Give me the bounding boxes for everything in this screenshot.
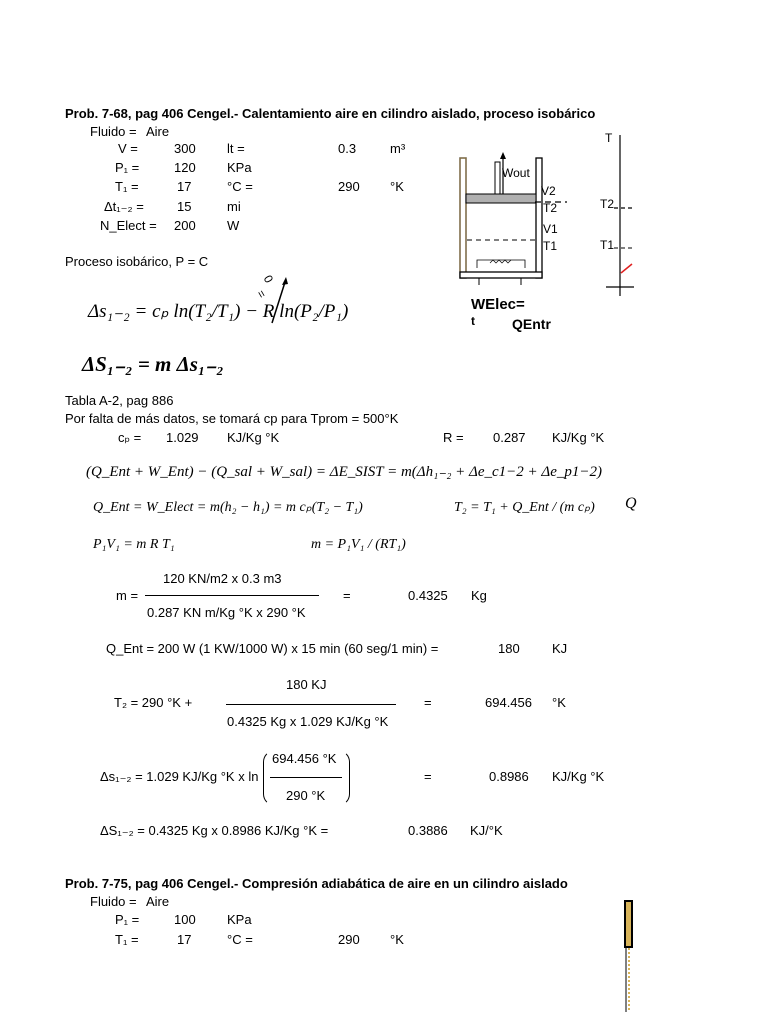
total-entropy-calculation: ΔS₁₋₂ = 0.4325 Kg x 0.8986 KJ/Kg °K = bbox=[100, 823, 329, 838]
problem2-title: Prob. 7-75, pag 406 Cengel.- Compresión adiabática de aire en un cilindro aislado bbox=[65, 876, 568, 891]
t2-denominator: 0.4325 Kg x 1.029 KJ/Kg °K bbox=[227, 714, 389, 729]
axis-t1-label: T1 bbox=[600, 238, 615, 252]
row-volume-unit: lt = bbox=[227, 141, 245, 156]
row-power-value: 200 bbox=[174, 218, 196, 233]
t2-value: 694.456 bbox=[485, 695, 532, 710]
ds-numerator: 694.456 °K bbox=[272, 751, 337, 766]
ds-denominator: 290 °K bbox=[286, 788, 326, 803]
m-denominator: 0.287 KN m/Kg °K x 290 °K bbox=[147, 605, 306, 620]
cylinder-wall-fragment bbox=[622, 898, 636, 1014]
row-time-unit: mi bbox=[227, 199, 241, 214]
row-temp-unit2: °K bbox=[390, 179, 404, 194]
eq-mark: = bbox=[253, 287, 270, 301]
problem2-temp-value2: 290 bbox=[338, 932, 360, 947]
v1-label: V1 bbox=[543, 222, 558, 236]
m-value: 0.4325 bbox=[408, 588, 448, 603]
problem2-temp-label: T₁ = bbox=[115, 932, 139, 947]
ds-fraction-bar bbox=[270, 777, 342, 778]
process-text: Proceso isobárico, P = C bbox=[65, 254, 209, 269]
problem2-temp-unit2: °K bbox=[390, 932, 404, 947]
row-power-label: N_Elect = bbox=[100, 218, 157, 233]
r-value: 0.287 bbox=[493, 430, 526, 445]
problem2-pressure-value: 100 bbox=[174, 912, 196, 927]
row-pressure-value: 120 bbox=[174, 160, 196, 175]
t-s-axis-sketch bbox=[600, 130, 640, 300]
strike-arrow-icon bbox=[270, 275, 290, 325]
row-temp-value2: 290 bbox=[338, 179, 360, 194]
t2-unit: °K bbox=[552, 695, 566, 710]
row-time-value: 15 bbox=[177, 199, 192, 214]
r-unit: KJ/Kg °K bbox=[552, 430, 605, 445]
m-label: m = bbox=[116, 588, 139, 603]
problem2-temp-value: 17 bbox=[177, 932, 192, 947]
m-unit: Kg bbox=[471, 588, 487, 603]
t2-equals: = bbox=[424, 695, 432, 710]
r-label: R = bbox=[443, 430, 464, 445]
t2-diagram-label: T2 bbox=[543, 201, 558, 215]
v2-label: V2 bbox=[541, 184, 556, 198]
row-pressure-unit: KPa bbox=[227, 160, 252, 175]
q-cut-equation: Q bbox=[625, 495, 637, 512]
problem2-pressure-unit: KPa bbox=[227, 912, 252, 927]
axis-t2-label: T2 bbox=[600, 197, 615, 211]
t2-numerator: 180 KJ bbox=[286, 677, 327, 692]
t2-fraction-bar bbox=[226, 704, 396, 705]
row-volume-value: 300 bbox=[174, 141, 196, 156]
table-reference: Tabla A-2, pag 886 bbox=[65, 393, 174, 408]
row-time-label: Δt₁₋₂ = bbox=[104, 199, 144, 214]
ds-unit: KJ/Kg °K bbox=[552, 769, 605, 784]
m-fraction-bar bbox=[145, 595, 319, 596]
w-elec-t-label: t bbox=[471, 314, 475, 328]
fluido-label: Fluido = bbox=[90, 124, 137, 139]
ds-value: 0.8986 bbox=[489, 769, 529, 784]
t1-diagram-label: T1 bbox=[543, 239, 558, 253]
w-out-label: Wout bbox=[502, 166, 530, 180]
mass-equation: m = P₁V₁ / (RT₁) bbox=[311, 537, 406, 552]
qent-calculation: Q_Ent = 200 W (1 KW/1000 W) x 15 min (60 seg/1 min) = bbox=[106, 641, 439, 656]
m-numerator: 120 KN/m2 x 0.3 m3 bbox=[163, 571, 282, 586]
row-pressure-label: P₁ = bbox=[115, 160, 140, 175]
row-volume-unit2: m³ bbox=[390, 141, 406, 156]
ds-label: Δs₁₋₂ = 1.029 KJ/Kg °K x ln bbox=[100, 769, 259, 784]
m-equals: = bbox=[343, 588, 351, 603]
problem2-fluido-value: Aire bbox=[146, 894, 170, 909]
problem2-pressure-label: P₁ = bbox=[115, 912, 140, 927]
fluido-value: Aire bbox=[146, 124, 170, 139]
w-elec-label: WElec= bbox=[471, 296, 525, 313]
total-entropy-unit: KJ/°K bbox=[470, 823, 503, 838]
ds-equals: = bbox=[424, 769, 432, 784]
q-entr-label: QEntr bbox=[512, 316, 551, 332]
row-power-unit: W bbox=[227, 218, 240, 233]
cp-value: 1.029 bbox=[166, 430, 199, 445]
cp-label: cₚ = bbox=[118, 430, 142, 445]
row-temp-label: T₁ = bbox=[115, 179, 139, 194]
t2-equation: T₂ = T₁ + Q_Ent / (m cₚ) bbox=[454, 500, 595, 515]
problem2-temp-unit: °C = bbox=[227, 932, 253, 947]
row-volume-value2: 0.3 bbox=[338, 141, 357, 156]
row-volume-label: V = bbox=[118, 141, 138, 156]
cp-assumption: Por falta de más datos, se tomará cp para Tprom = 500°K bbox=[65, 411, 399, 426]
ideal-gas-equation: P₁V₁ = m R T₁ bbox=[93, 537, 175, 552]
entropy-equation: Δs₁₋₂ = cₚ ln(T₂/T₁) − R ln(P₂/P₁) bbox=[88, 301, 349, 322]
row-temp-value: 17 bbox=[177, 179, 192, 194]
qent-unit: KJ bbox=[552, 641, 568, 656]
total-entropy-value: 0.3886 bbox=[408, 823, 448, 838]
energy-balance-equation: (Q_Ent + W_Ent) − (Q_sal + W_sal) = ΔE_SIST = m(Δh₁₋₂ + Δe_c1−2 + Δe_p1−2) bbox=[86, 464, 602, 480]
problem2-fluido-label: Fluido = bbox=[90, 894, 137, 909]
t2-label: T₂ = 290 °K + bbox=[114, 695, 193, 710]
row-temp-unit: °C = bbox=[227, 179, 253, 194]
axis-t-label: T bbox=[605, 131, 613, 145]
problem1-title: Prob. 7-68, pag 406 Cengel.- Calentamiento aire en cilindro aislado, proceso isobárico bbox=[65, 106, 596, 121]
total-entropy-equation: ΔS₁₋₂ = m Δs₁₋₂ bbox=[82, 352, 224, 376]
cp-unit: KJ/Kg °K bbox=[227, 430, 280, 445]
zero-mark: 0 bbox=[260, 272, 277, 286]
qent-value: 180 bbox=[498, 641, 520, 656]
qent-equation: Q_Ent = W_Elect = m(h₂ − h₁) = m cₚ(T₂ − T₁) bbox=[93, 500, 363, 515]
